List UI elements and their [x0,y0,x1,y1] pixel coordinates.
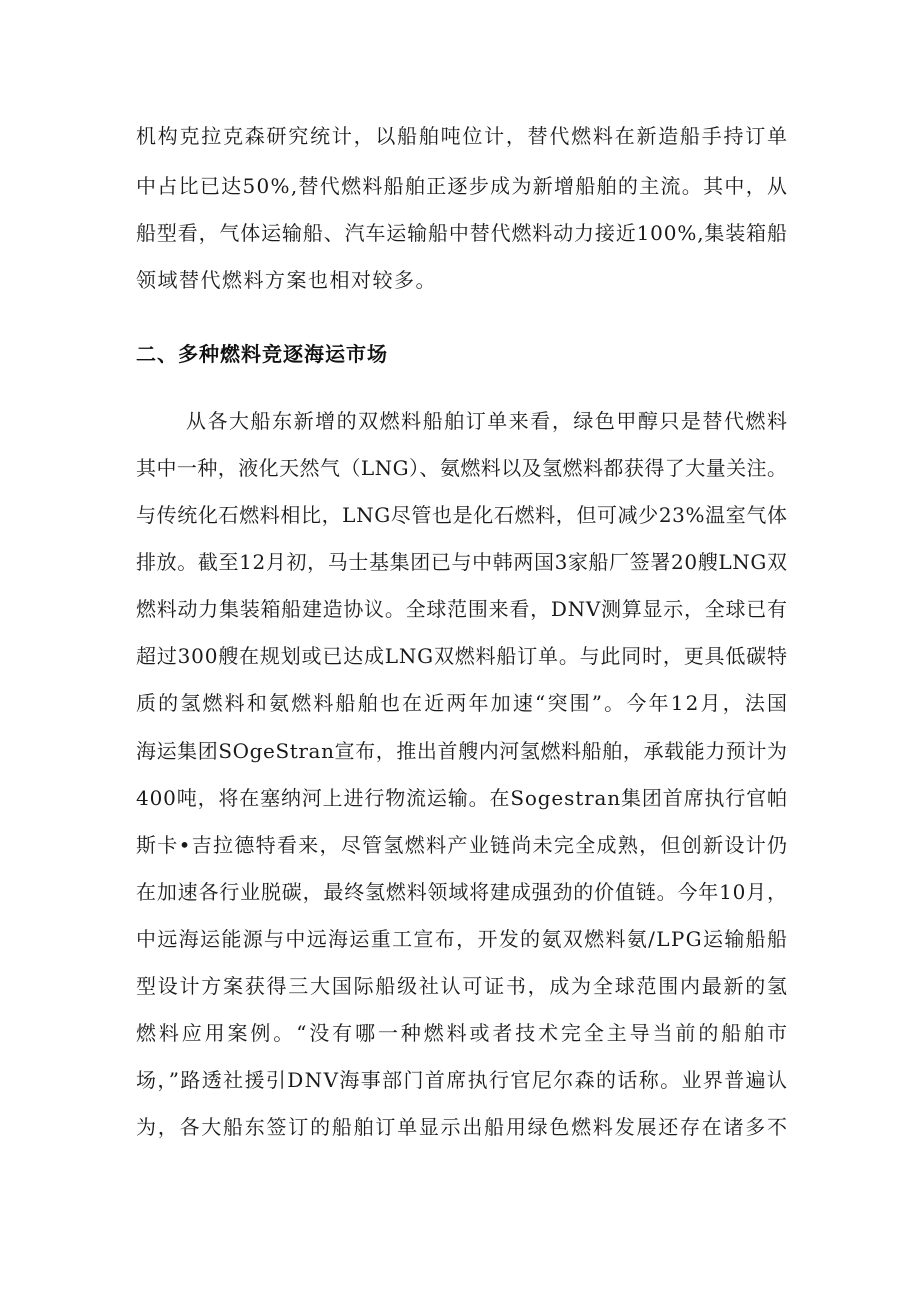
paragraph-1-line: 中占比已达50%,替代燃料船舶正逐步成为新增船舶的主流。其中，从 [136,174,789,198]
section-heading: 二、多种燃料竞逐海运市场 [136,342,388,366]
paragraph-2-line: 燃料动力集装箱船建造协议。全球范围来看，DNV测算显示，全球已有 [136,597,788,621]
paragraph-2-line: 从各大船东新增的双燃料船舶订单来看，绿色甲醇只是替代燃料 [186,409,789,433]
paragraph-2-line: 型设计方案获得三大国际船级社认可证书，成为全球范围内最新的氢 [136,974,789,998]
paragraph-2-line: 为，各大船东签订的船舶订单显示出船用绿色燃料发展还存在诸多不 [136,1115,789,1139]
paragraph-2-line: 其中一种，液化天然气（LNG）、氨燃料以及氢燃料都获得了大量关注。 [136,456,788,480]
paragraph-2-line: 斯卡•吉拉德特看来，尽管氢燃料产业链尚未完全成熟，但创新设计仍 [136,833,789,857]
paragraph-2-line: 超过300艘在规划或已达成LNG双燃料船订单。与此同时，更具低碳特 [136,644,788,668]
paragraph-2-line: 排放。截至12月初，马士基集团已与中韩两国3家船厂签署20艘LNG双 [136,550,788,574]
paragraph-2-line: 在加速各行业脱碳，最终氢燃料领域将建成强劲的价值链。今年10月， [136,880,788,904]
paragraph-1-line: 领域替代燃料方案也相对较多。 [136,268,437,292]
paragraph-1-line: 机构克拉克森研究统计，以船舶吨位计，替代燃料在新造船手持订单 [136,124,789,148]
paragraph-2-line: 与传统化石燃料相比，LNG尽管也是化石燃料，但可减少23%温室气体 [136,503,788,527]
paragraph-2-line: 400吨，将在塞纳河上进行物流运输。在Sogestran集团首席执行官帕 [136,786,788,810]
paragraph-2-line: 海运集团SOgeStran宣布，推出首艘内河氢燃料船舶，承载能力预计为 [136,739,788,763]
paragraph-2-line: 场，”路透社援引DNV海事部门首席执行官尼尔森的话称。业界普遍认 [136,1068,789,1092]
paragraph-1-line: 船型看，气体运输船、汽车运输船中替代燃料动力接近100%,集装箱船 [136,221,788,245]
paragraph-2-line: 中远海运能源与中远海运重工宣布，开发的氨双燃料氨/LPG运输船船 [136,927,789,951]
paragraph-2-line: 质的氢燃料和氨燃料船舶也在近两年加速“突围”。今年12月，法国 [136,691,790,715]
paragraph-2-line: 燃料应用案例。“没有哪一种燃料或者技术完全主导当前的船舶市 [136,1021,790,1045]
